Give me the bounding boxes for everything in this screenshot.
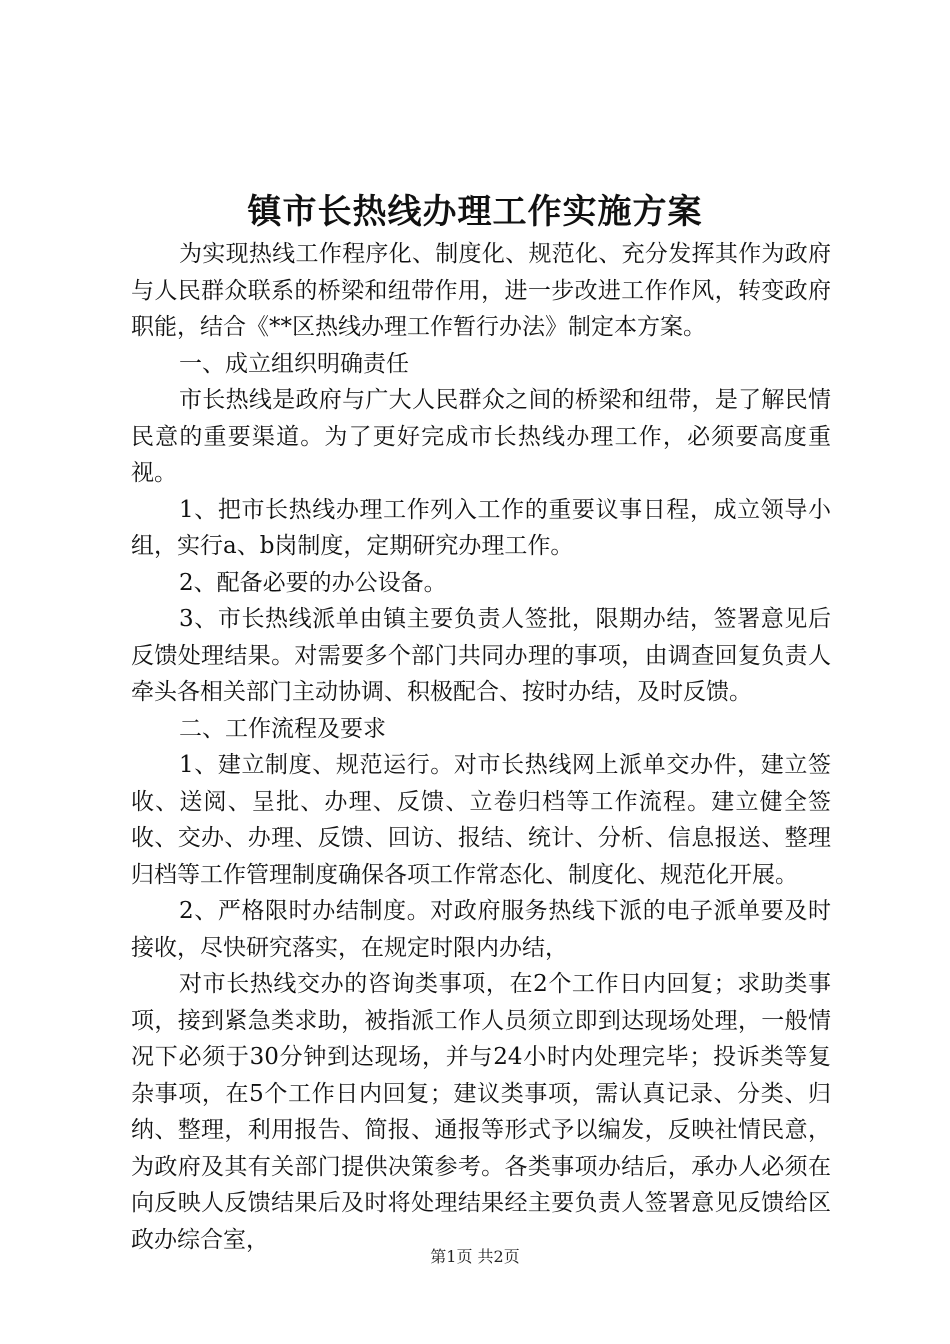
page-footer: 第1页 共2页 [430,1247,520,1266]
list-item: 3、市长热线派单由镇主要负责人签批，限期办结，签署意见后反馈处理结果。对需要多个部门共同办理的事项，由调查回复负责人牵头各相关部门主动协调、积极配合、按时办结，及时反馈。 [131,606,831,705]
list-item: 1、建立制度、规范运行。对市长热线网上派单交办件，建立签收、送阅、呈批、办理、反馈、立卷归档等工作流程。建立健全签收、交办、办理、反馈、回访、报结、统计、分析、信息报送、整理归档等工作管理制度确保各项工作常态化、制度化、规范化开展。 [131,752,831,888]
document-title: 镇市长热线办理工作实施方案 [247,192,703,232]
list-item: 2、配备必要的办公设备。 [179,569,447,596]
document-body [131,236,831,1258]
paragraph: 市长热线是政府与广大人民群众之间的桥梁和纽带，是了解民情民意的重要渠道。为了更好完成市长热线办理工作，必须要高度重视。 [131,387,831,486]
paragraph: 对市长热线交办的咨询类事项，在2个工作日内回复；求助类事项，接到紧急类求助，被指派工作人员须立即到达现场处理，一般情况下必须于30分钟到达现场，并与24小时内处理完毕；投诉类等复杂事项，在5个工作日内回复；建议类事项，需认真记录、分类、归纳、整理，利用报告、简报、通报等形式予以编发，反映社情民意，为政府及其有关部门提供决策参考。各类事项办结后，承办人必须在向反映人反馈结果后及时将处理结果经主要负责人签署意见反馈给区政办综合室， [131,971,831,1253]
list-item: 2、严格限时办结制度。对政府服务热线下派的电子派单要及时接收，尽快研究落实，在规定时限内办结， [131,898,831,961]
section-heading-2: 二、工作流程及要求 [179,715,386,742]
paragraph-intro: 为实现热线工作程序化、制度化、规范化、充分发挥其作为政府与人民群众联系的桥梁和纽带作用，进一步改进工作作风，转变政府职能，结合《**区热线办理工作暂行办法》制定本方案。 [131,241,831,340]
list-item: 1、把市长热线办理工作列入工作的重要议事日程，成立领导小组，实行a、b岗制度，定期研究办理工作。 [131,496,831,559]
section-heading-1: 一、成立组织明确责任 [179,350,409,377]
